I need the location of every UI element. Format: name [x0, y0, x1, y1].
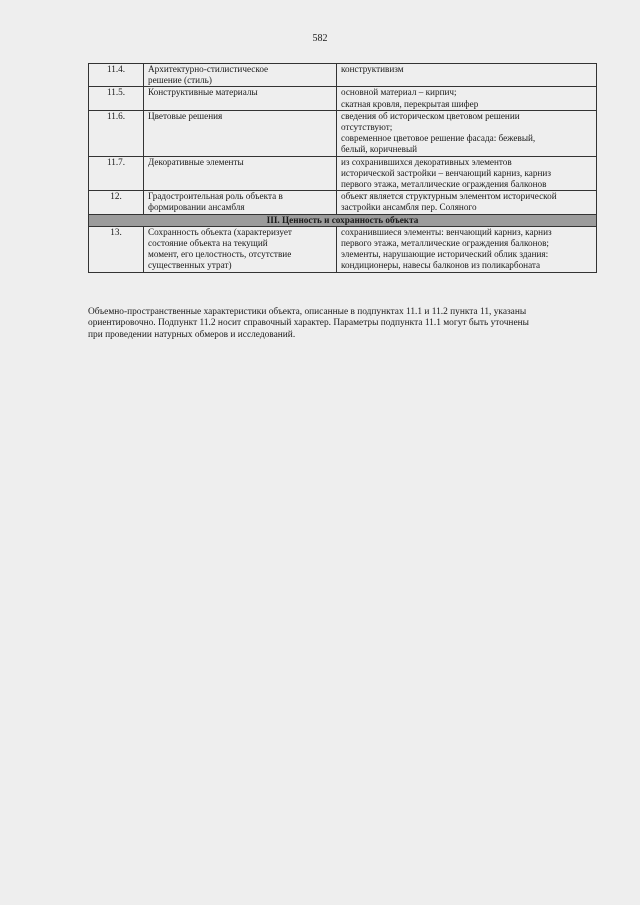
row-value [337, 156, 597, 191]
row-name-line: момент, его целостность, отсутствие [148, 249, 292, 260]
row-name-line: Декоративные элементы [148, 156, 244, 167]
row-name [144, 64, 337, 87]
row-name-line: Конструктивные материалы [148, 87, 258, 98]
row-value [337, 191, 597, 214]
row-value-line: объект является структурным элементом исторической [341, 191, 557, 202]
note-line: Объемно-пространственные характеристики объекта, описанные в подпунктах 11.1 и 11.2 пункта 11, указаны [88, 307, 527, 317]
note-line: при проведении натурных обмеров и исследований. [88, 329, 296, 340]
row-number: 11.5. [89, 87, 144, 110]
row-number: 11.4. [89, 64, 144, 87]
row-value-line: современное цветовое решение фасада: бежевый, [341, 133, 536, 144]
row-value-line: первого этажа, металлические ограждения балконов; [341, 238, 549, 249]
page-number: 582 [312, 33, 328, 44]
section-row [89, 214, 597, 226]
table-row [89, 191, 597, 214]
row-name-line: Градостроительная роль объекта в [148, 191, 283, 202]
characteristics-table [88, 63, 597, 273]
row-value-line: отсутствуют; [341, 122, 393, 133]
row-number: 12. [89, 191, 144, 214]
row-name-line: существенных утрат) [148, 260, 232, 271]
note-line: ориентировочно. Подпункт 11.2 носит справочный характер. Параметры подпункта 11.1 могут быть уточнены [88, 318, 529, 329]
table-row [89, 64, 597, 87]
row-name-line: формировании ансамбля [148, 202, 245, 213]
row-value [337, 64, 597, 87]
row-value [337, 87, 597, 110]
row-value-line: застройки ансамбля пер. Соляного [341, 202, 477, 213]
row-value-line: белый, коричневый [341, 144, 418, 155]
row-number: 13. [89, 226, 144, 272]
table-row [89, 110, 597, 156]
note-paragraph [88, 307, 603, 341]
row-number: 11.6. [89, 110, 144, 156]
row-value-line: элементы, нарушающие исторический облик здания: [341, 249, 549, 260]
row-value-line: исторической застройки – венчающий карниз, карниз [341, 167, 551, 178]
row-value [337, 110, 597, 156]
row-value-line: первого этажа, металлические ограждения балконов [341, 179, 547, 190]
row-value-line: кондиционеры, навесы балконов из поликарбоната [341, 260, 541, 271]
table-row [89, 87, 597, 110]
row-name-line: Цветовые решения [148, 110, 223, 121]
row-name-line: решение (стиль) [148, 75, 212, 86]
row-name-line: Архитектурно-стилистическое [148, 64, 269, 74]
row-value-line: сведения об историческом цветовом решении [341, 110, 520, 121]
row-value-line: скатная кровля, перекрытая шифер [341, 98, 479, 109]
row-value [337, 226, 597, 272]
table-row [89, 226, 597, 272]
row-value-line: сохранившиеся элементы: венчающий карниз, карниз [341, 226, 552, 237]
table-row [89, 156, 597, 191]
section-header: III. Ценность и сохранность объекта [89, 214, 597, 226]
row-name [144, 156, 337, 191]
row-name [144, 87, 337, 110]
row-name-line: Сохранность объекта (характеризует [148, 226, 292, 237]
row-name [144, 110, 337, 156]
row-name [144, 191, 337, 214]
row-name [144, 226, 337, 272]
row-name-line: состояние объекта на текущий [148, 238, 268, 249]
row-number: 11.7. [89, 156, 144, 191]
row-value-line: из сохранившихся декоративных элементов [341, 156, 512, 167]
row-value-line: основной материал – кирпич; [341, 87, 457, 98]
row-value-line: конструктивизм [341, 64, 404, 74]
